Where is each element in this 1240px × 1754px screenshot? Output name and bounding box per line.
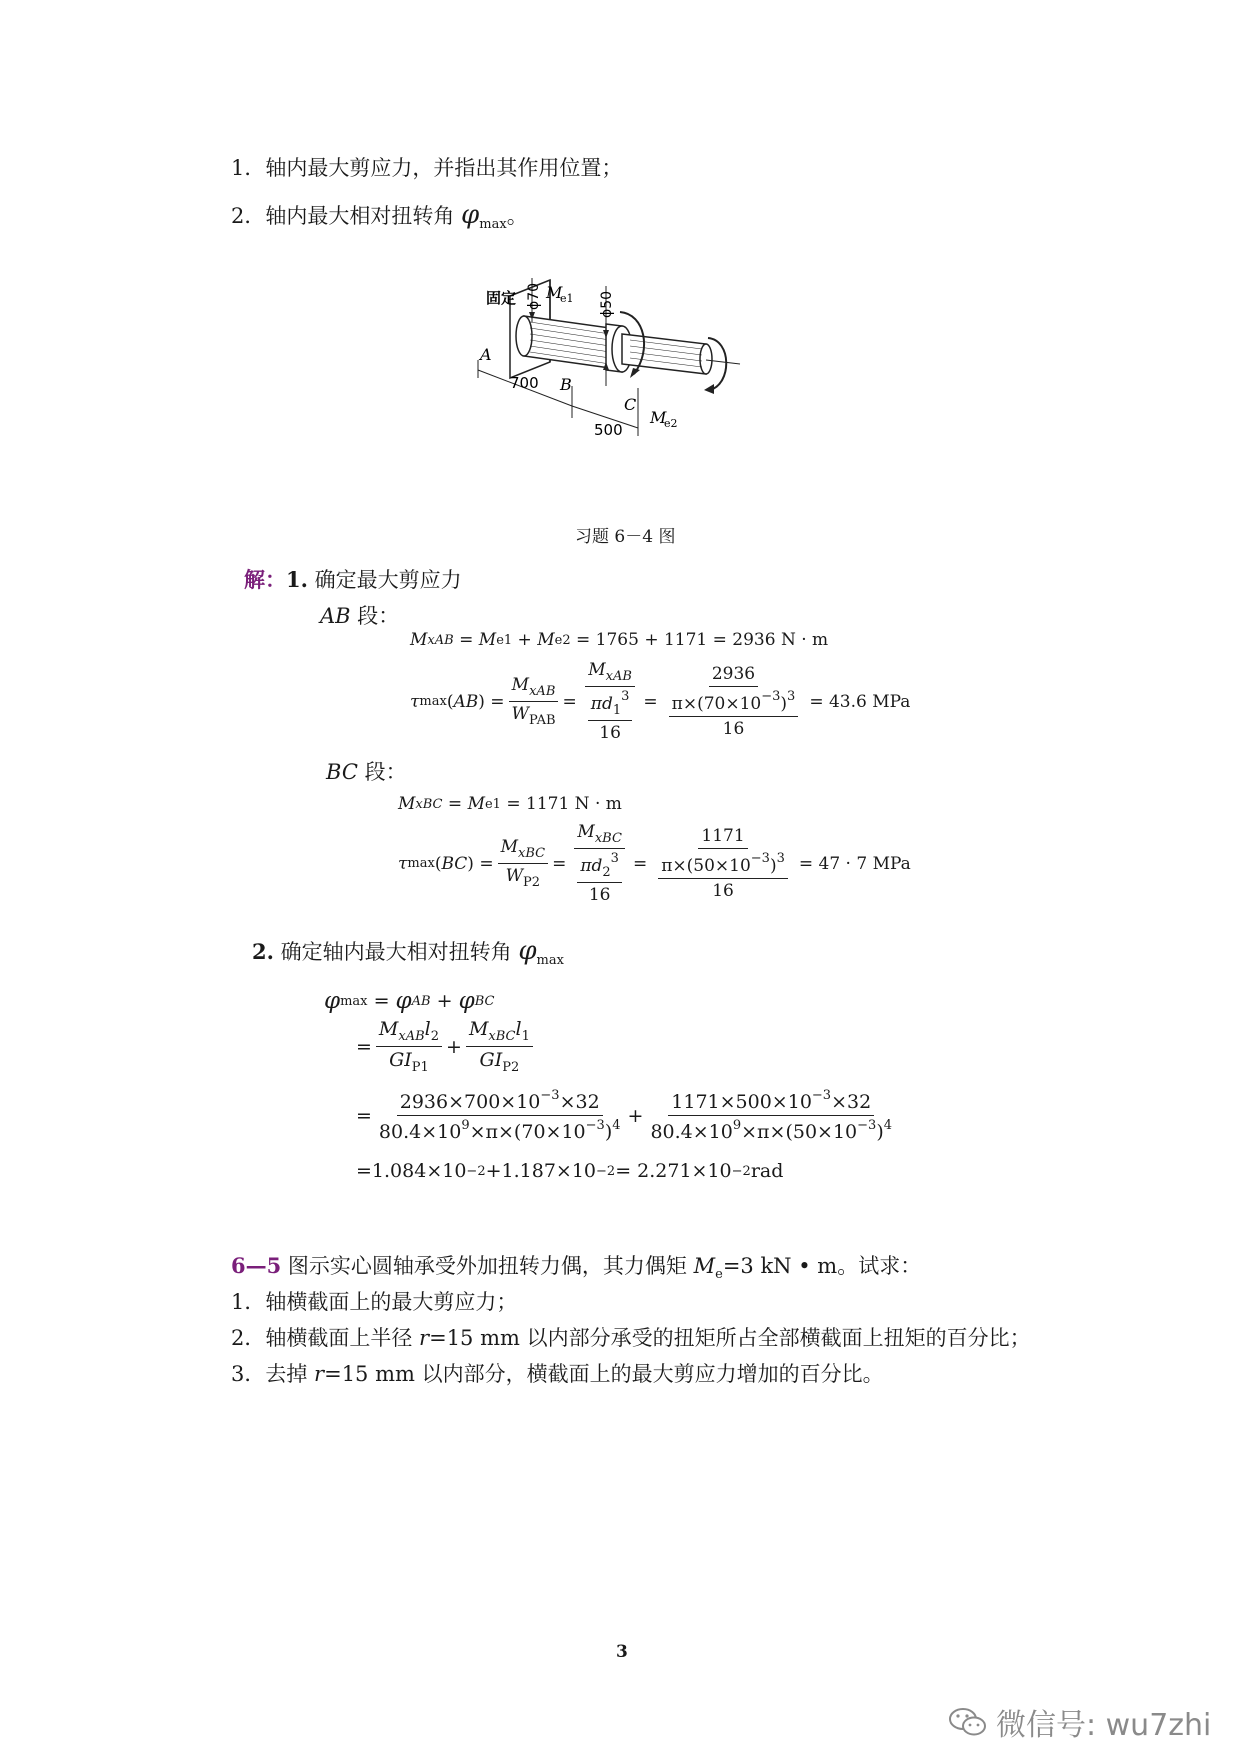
equation-bc-stress: τ max ( BC ) = $\frac{M_{xBC}}{W_{P2}}$ = $\frac{M_{xBC}}{\frac{\pi d_2^3}{16}}$ = $\frac{1171}{\frac{\pi\times(50\times 10^{-3})^3}{16}}$ = 47 · 7 MPa [398,822,911,905]
eq-bc-pi: π× [661,856,687,876]
phi-den1: 80.4×10 [378,1121,462,1143]
eq-bc-dia: 50×10 [693,856,751,876]
item3-r: r [314,1362,325,1386]
problem-text-b: =3 kN • m。试求： [722,1254,922,1278]
phi-den2-dia: 50×10 [792,1121,858,1143]
jie-colon: ： [265,567,286,592]
moment-me2-label: M [650,408,667,427]
problem-item-3 [231,1358,884,1388]
moment-me1-sub: e1 [560,292,574,305]
phi-num1: 2936×700×10 [399,1091,541,1113]
dim-50: ϕ50 [599,290,615,318]
equation-phi-sum: φ max = φ AB + φ BC [324,988,495,1014]
item2-b: =15 mm 以内部分承受的扭矩所占全部横截面上扭矩的百分比； [429,1326,1031,1350]
phi-num1-tail: ×32 [559,1091,600,1113]
question-2-suffix: 。 [506,204,528,228]
solution-heading [244,564,462,594]
length-700: 700 [510,374,539,392]
equation-ab-torque: M xAB = M e1 + M e2 = 1765 + 1171 = 2936 N · m [410,630,829,650]
eq-ab1-value: = 1765 + 1171 = 2936 N · m [576,630,829,650]
eq-ab2-result: = 43.6 MPa [809,691,911,712]
figure-caption: 习题 6－4 图 [575,527,676,547]
item3-b: =15 mm 以内部分，横截面上的最大剪应力增加的百分比。 [324,1362,884,1386]
segment-ab-heading [320,600,399,630]
length-500: 500 [594,421,623,439]
eq-bc2-numerator: 1171 [698,826,747,849]
label-c: C [624,395,637,414]
item2-r: r [419,1326,430,1350]
phi-den2: 80.4×10 [650,1121,733,1143]
segment-ab-label: AB [320,604,351,628]
problem-item-2 [231,1322,1031,1352]
question-2-text: 2．轴内最大相对扭转角 [231,204,462,228]
segment-ab-suffix: 段： [350,604,400,628]
phi-subscript: max [479,217,507,232]
equation-ab-stress: τ max ( AB ) = $\frac{M_{xAB}}{W_{PAB}}$ = $\frac{M_{xAB}}{\frac{\pi d_1^3}{16}}$ = $\frac{2936}{\frac{\pi\times(70\times 10^{-3})^3}{16}}$ = 43.6 MPa [410,660,911,743]
problem-item-1: 1．轴横截面上的最大剪应力； [231,1290,518,1314]
phi-final-1: =1.084×10 [356,1160,467,1182]
segment-bc-label: BC [326,760,358,784]
label-b: B [560,375,572,394]
step2-number: 2. [252,939,274,964]
eq-bc2-result: = 47 · 7 MPa [798,853,911,874]
eq-bc-sixteen-2: 16 [712,881,734,901]
problem-6-5-heading [231,1250,921,1282]
dim-70: ϕ70 [526,282,542,310]
eq-ab-sixteen-1: 16 [599,723,621,743]
phi-final-3: = 2.271×10 [615,1160,732,1182]
jie-label: 解 [244,567,265,592]
step1-number: 1. [286,567,308,592]
problem-number: 6—5 [231,1253,282,1278]
fixed-label: 固定 [486,289,517,307]
shaft-ab [516,316,610,368]
phi-den1-dia: 70×10 [521,1121,586,1143]
question-1: 1．轴内最大剪应力，并指出其作用位置； [231,156,623,180]
equation-phi-result: =1.084×10 −2 +1.187×10 −2 = 2.271×10 −2 rad [356,1160,784,1182]
page-number: 3 [616,1642,628,1662]
phi-num2-tail: ×32 [831,1091,872,1113]
watermark-text: 微信号: wu7zhi [996,1708,1212,1743]
moment-me2-sub: e2 [664,417,678,430]
eq-ab-dia: 70×10 [703,694,762,714]
step2-heading: 2. 确定轴内最大相对扭转角 $\varphi_{max}$ [252,936,564,968]
phi-num2: 1171×500×10 [671,1091,812,1113]
equation-phi-formula: = $\frac{M_{xAB}l_2}{GI_{P1}}$ + $\frac{M_{xBC}l_1}{GI_{P2}}$ [356,1018,537,1075]
step1-title: 确定最大剪应力 [314,568,462,592]
problem-me: M [693,1254,716,1278]
question-2 [231,200,528,232]
moment-me1-label: M [546,283,563,302]
item2-a: 2．轴横截面上半径 [231,1326,420,1350]
shaft-figure [470,278,770,493]
eq-ab2-numerator: 2936 [709,664,758,687]
problem-text-a: 图示实心圆轴承受外加扭转力偶，其力偶矩 [287,1254,694,1278]
phi-rad: rad [750,1160,784,1182]
segment-bc-heading [326,756,407,786]
item3-a: 3．去掉 [231,1362,315,1386]
wechat-watermark [948,1700,1211,1744]
shaft-bc [622,334,712,374]
problem-me-sub: e [715,1267,723,1282]
step2-title: 确定轴内最大相对扭转角 [280,940,519,964]
eq-ab-sixteen-2: 16 [722,719,745,739]
eq-bc-sixteen-1: 16 [588,885,611,905]
phi-symbol: φ [461,200,480,230]
eq-ab-pi: π× [671,694,698,714]
eq-bc1-value: = 1171 N · m [506,794,622,814]
equation-bc-torque: M xBC = M e1 = 1171 N · m [398,794,622,814]
label-a: A [480,345,492,364]
phi-final-2: +1.187×10 [485,1160,597,1182]
equation-phi-numeric: = $\frac{2936\times 700\times 10^{-3}\times 32}{80.4\times 10^9\times\pi\times(70\times 10^{-3})^4}$ + $\frac{1171\times 500\times 10^{-3}\times 32}{80.4\times 10^9\times\pi\times(50\times 10^{-3})^4}$ [356,1088,893,1143]
wechat-icon [948,1705,988,1739]
segment-bc-suffix: 段： [357,760,407,784]
